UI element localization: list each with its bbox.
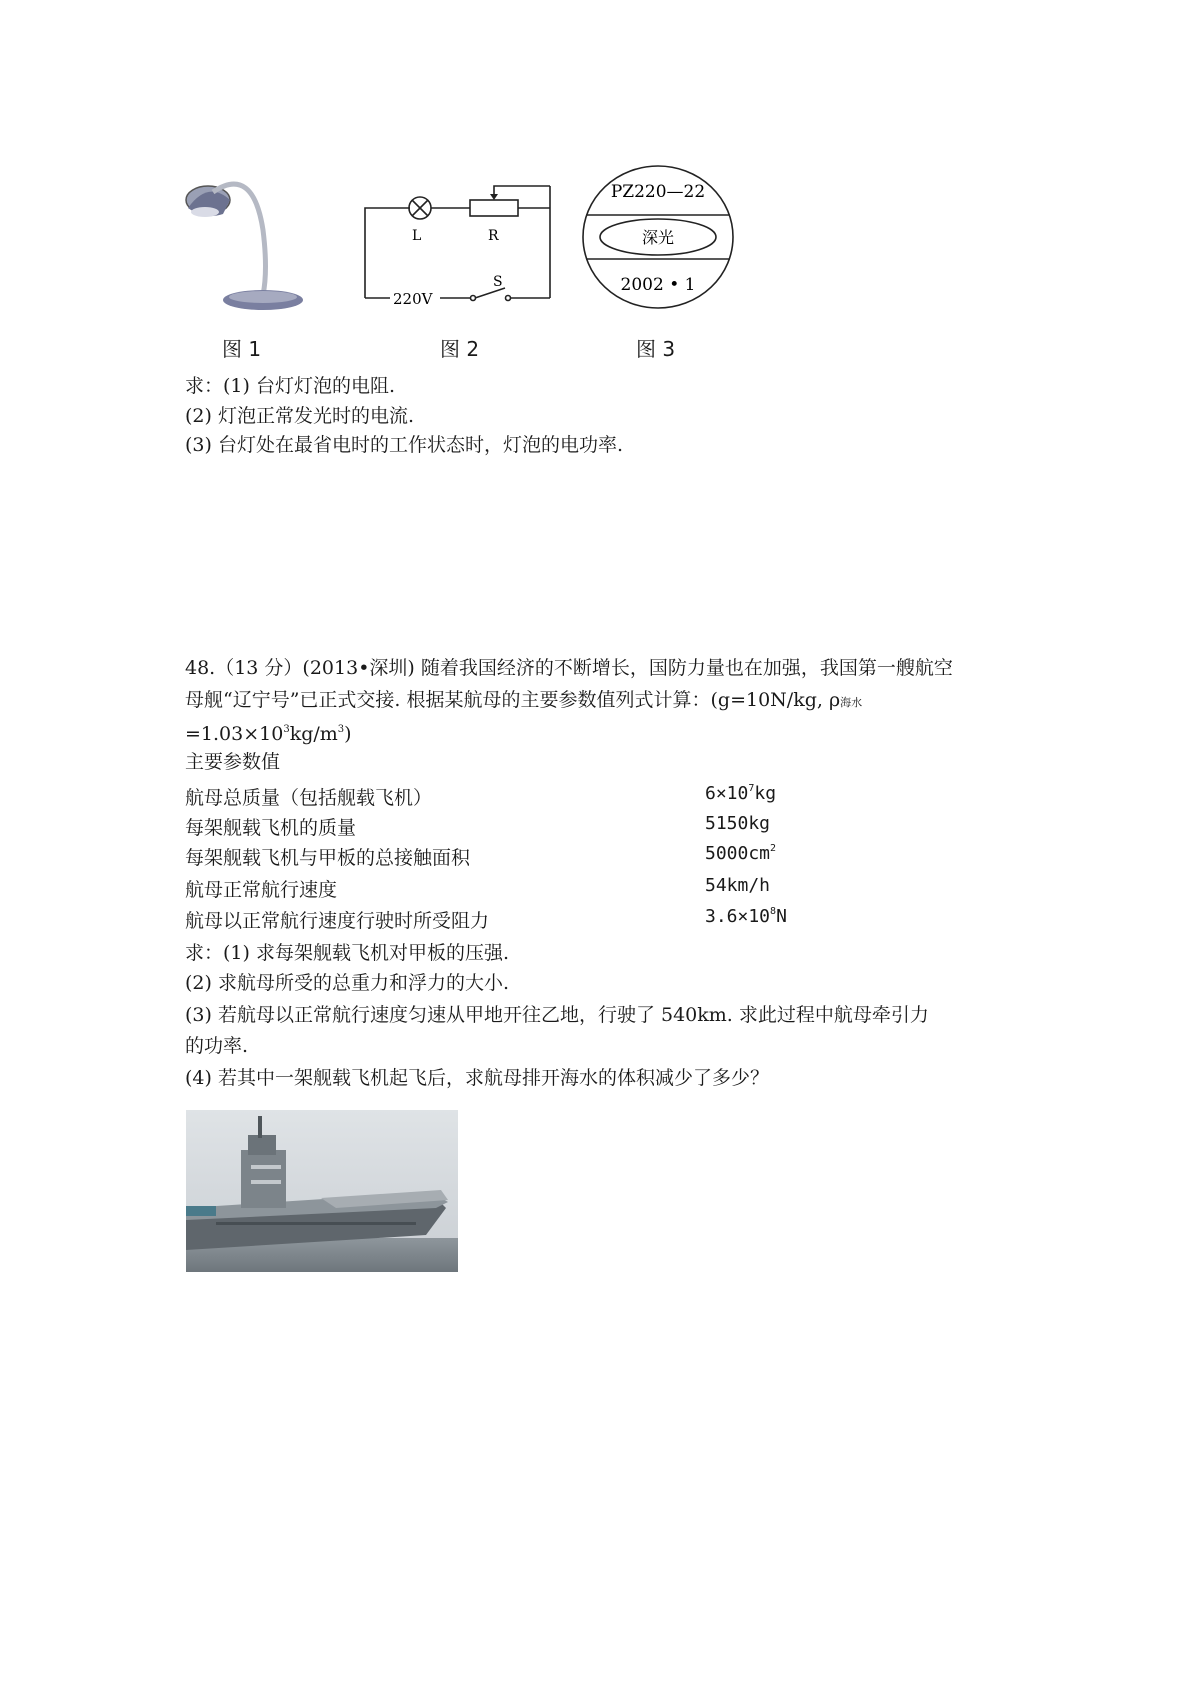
figure-1-caption: 图 1 — [222, 337, 262, 361]
bulb-model-label: PZ220—22 — [610, 182, 706, 202]
q48-line-2: 母舰“辽宁号”已正式交接. 根据某航母的主要参数值列式计算：(g=10N/kg, ρ海水 — [185, 689, 863, 711]
q48-line-1: 48.（13 分）(2013•深圳) 随着我国经济的不断增长，国防力量也在加强，我国第一艘航空 — [185, 657, 953, 679]
param-name: 每架舰载飞机的质量 — [185, 817, 357, 839]
q48-line-3: $=1.03\times 10^3kg/m^3$) — [185, 723, 352, 745]
bulb-brand-label: 深光 — [641, 228, 675, 247]
resistor-label: R — [488, 228, 499, 244]
param-name: 航母总质量（包括舰载飞机） — [185, 787, 433, 809]
param-value: $6\times 10^7kg$ — [705, 783, 777, 804]
lamp-label: L — [412, 228, 422, 244]
lamp-icon — [186, 184, 303, 310]
params-title: 主要参数值 — [185, 751, 281, 773]
desk-lamp-figure — [183, 170, 308, 315]
circuit-diagram — [360, 178, 555, 318]
param-value: $5000cm^2$ — [705, 843, 777, 864]
q48-ask-4: (4) 若其中一架舰载飞机起飞后，求航母排开海水的体积减少了多少？ — [185, 1067, 769, 1089]
param-value: 54km/h — [705, 875, 771, 896]
rho-subscript: 海水 — [840, 696, 863, 709]
aircraft-carrier-photo — [186, 1110, 458, 1272]
bulb-date-label: 2002 • 1 — [620, 275, 696, 295]
q47-ask-1: 求：(1) 台灯灯泡的电阻. — [185, 375, 395, 397]
q48-ask-1: 求：(1) 求每架舰载飞机对甲板的压强. — [185, 942, 509, 964]
param-value: $3.6\times 10^8N$ — [705, 906, 787, 927]
param-name: 每架舰载飞机与甲板的总接触面积 — [185, 847, 471, 869]
q47-ask-3: (3) 台灯处在最省电时的工作状态时，灯泡的电功率. — [185, 434, 623, 456]
q47-ask-2: (2) 灯泡正常发光时的电流. — [185, 405, 414, 427]
voltage-label: 220V — [393, 290, 433, 308]
q48-ask-3b: 的功率. — [185, 1035, 249, 1057]
q48-ask-3a: (3) 若航母以正常航行速度匀速从甲地开往乙地，行驶了 540km. 求此过程中航母牵引力 — [185, 1004, 929, 1026]
param-name: 航母正常航行速度 — [185, 879, 338, 901]
q48-ask-2: (2) 求航母所受的总重力和浮力的大小. — [185, 972, 509, 994]
figure-3-caption: 图 3 — [636, 337, 676, 361]
bulb-stamp-figure — [578, 162, 738, 312]
switch-label: S — [493, 274, 503, 290]
param-value: 5150kg — [705, 813, 771, 834]
param-name: 航母以正常航行速度行驶时所受阻力 — [185, 910, 490, 932]
figure-2-caption: 图 2 — [440, 337, 480, 361]
